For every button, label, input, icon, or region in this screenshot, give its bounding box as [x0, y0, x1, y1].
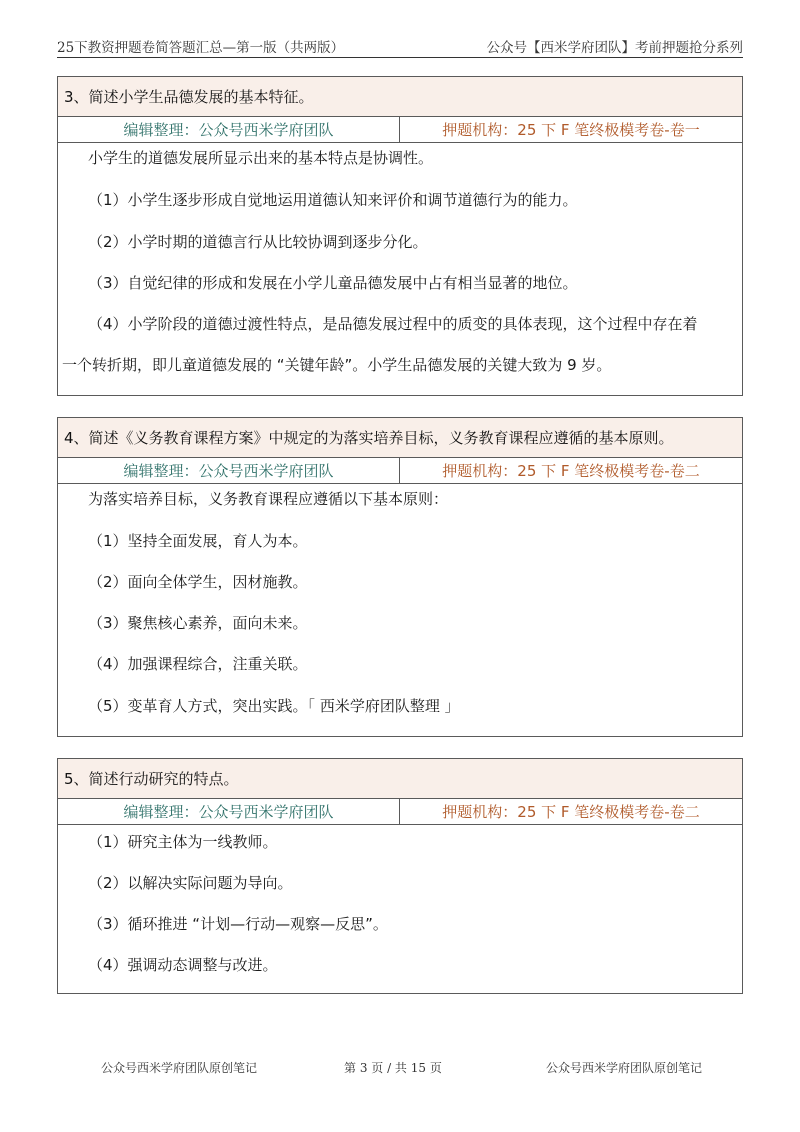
- answer-line: （3）聚焦核心素养，面向未来。: [88, 614, 308, 632]
- answer-line: 一个转折期，即儿童道德发展的 “关键年龄”。小学生品德发展的关键大致为 9 岁。: [62, 356, 612, 374]
- answer-line: （2）以解决实际问题为导向。: [88, 874, 293, 892]
- editor-credit: 编辑整理：公众号西米学府团队: [58, 117, 400, 142]
- header-right-title: 公众号【西米学府团队】考前押题抢分系列: [486, 40, 743, 56]
- question-block-5: [57, 758, 743, 994]
- answer-line: （1）坚持全面发展，育人为本。: [88, 532, 308, 550]
- question-meta-row: [58, 117, 742, 143]
- question-block-4: [57, 417, 743, 737]
- answer-line: 为落实培养目标，义务教育课程应遵循以下基本原则：: [88, 490, 449, 508]
- question-meta-row: [58, 799, 742, 825]
- answer-line: （1）研究主体为一线教师。: [88, 833, 278, 851]
- header-left-title: 25下教资押题卷简答题汇总—第一版（共两版）: [57, 40, 345, 56]
- footer-right: 公众号西米学府团队原创笔记: [546, 1061, 703, 1075]
- question-title: 4、简述《义务教育课程方案》中规定的为落实培养目标，义务教育课程应遵循的基本原则。: [58, 418, 742, 458]
- question-meta-row: [58, 458, 742, 484]
- answer-line: （3）自觉纪律的形成和发展在小学儿童品德发展中占有相当显著的地位。: [88, 274, 578, 292]
- question-title: 3、简述小学生品德发展的基本特征。: [58, 77, 742, 117]
- answer-line: （2）小学时期的道德言行从比较协调到逐步分化。: [88, 233, 428, 251]
- answer-line: （1）小学生逐步形成自觉地运用道德认知来评价和调节道德行为的能力。: [88, 191, 578, 209]
- page-header: [57, 34, 743, 58]
- answer-line: （4）强调动态调整与改进。: [88, 956, 278, 974]
- editor-credit: 编辑整理：公众号西米学府团队: [58, 799, 400, 824]
- editor-credit: 编辑整理：公众号西米学府团队: [58, 458, 400, 483]
- source-credit: 押题机构：25 下 F 笔终极模考卷-卷二: [442, 803, 700, 821]
- answer-line: 小学生的道德发展所显示出来的基本特点是协调性。: [88, 149, 434, 167]
- question-title: 5、简述行动研究的特点。: [58, 759, 742, 799]
- source-credit: 押题机构：25 下 F 笔终极模考卷-卷一: [442, 121, 700, 139]
- answer-line: （2）面向全体学生，因材施教。: [88, 573, 308, 591]
- answer-line: （4）加强课程综合，注重关联。: [88, 655, 308, 673]
- answer-line: （4）小学阶段的道德过渡性特点，是品德发展过程中的质变的具体表现，这个过程中存在着: [88, 315, 698, 333]
- page-number: 第 3 页 / 共 15 页: [344, 1061, 442, 1075]
- answer-line: （3）循环推进 “计划—行动—观察—反思”。: [88, 915, 388, 933]
- question-block-3: [57, 76, 743, 396]
- answer-line: （5）变革育人方式，突出实践。「 西米学府团队整理 」: [88, 697, 460, 715]
- footer-left: 公众号西米学府团队原创笔记: [101, 1061, 258, 1075]
- source-credit: 押题机构：25 下 F 笔终极模考卷-卷二: [442, 462, 700, 480]
